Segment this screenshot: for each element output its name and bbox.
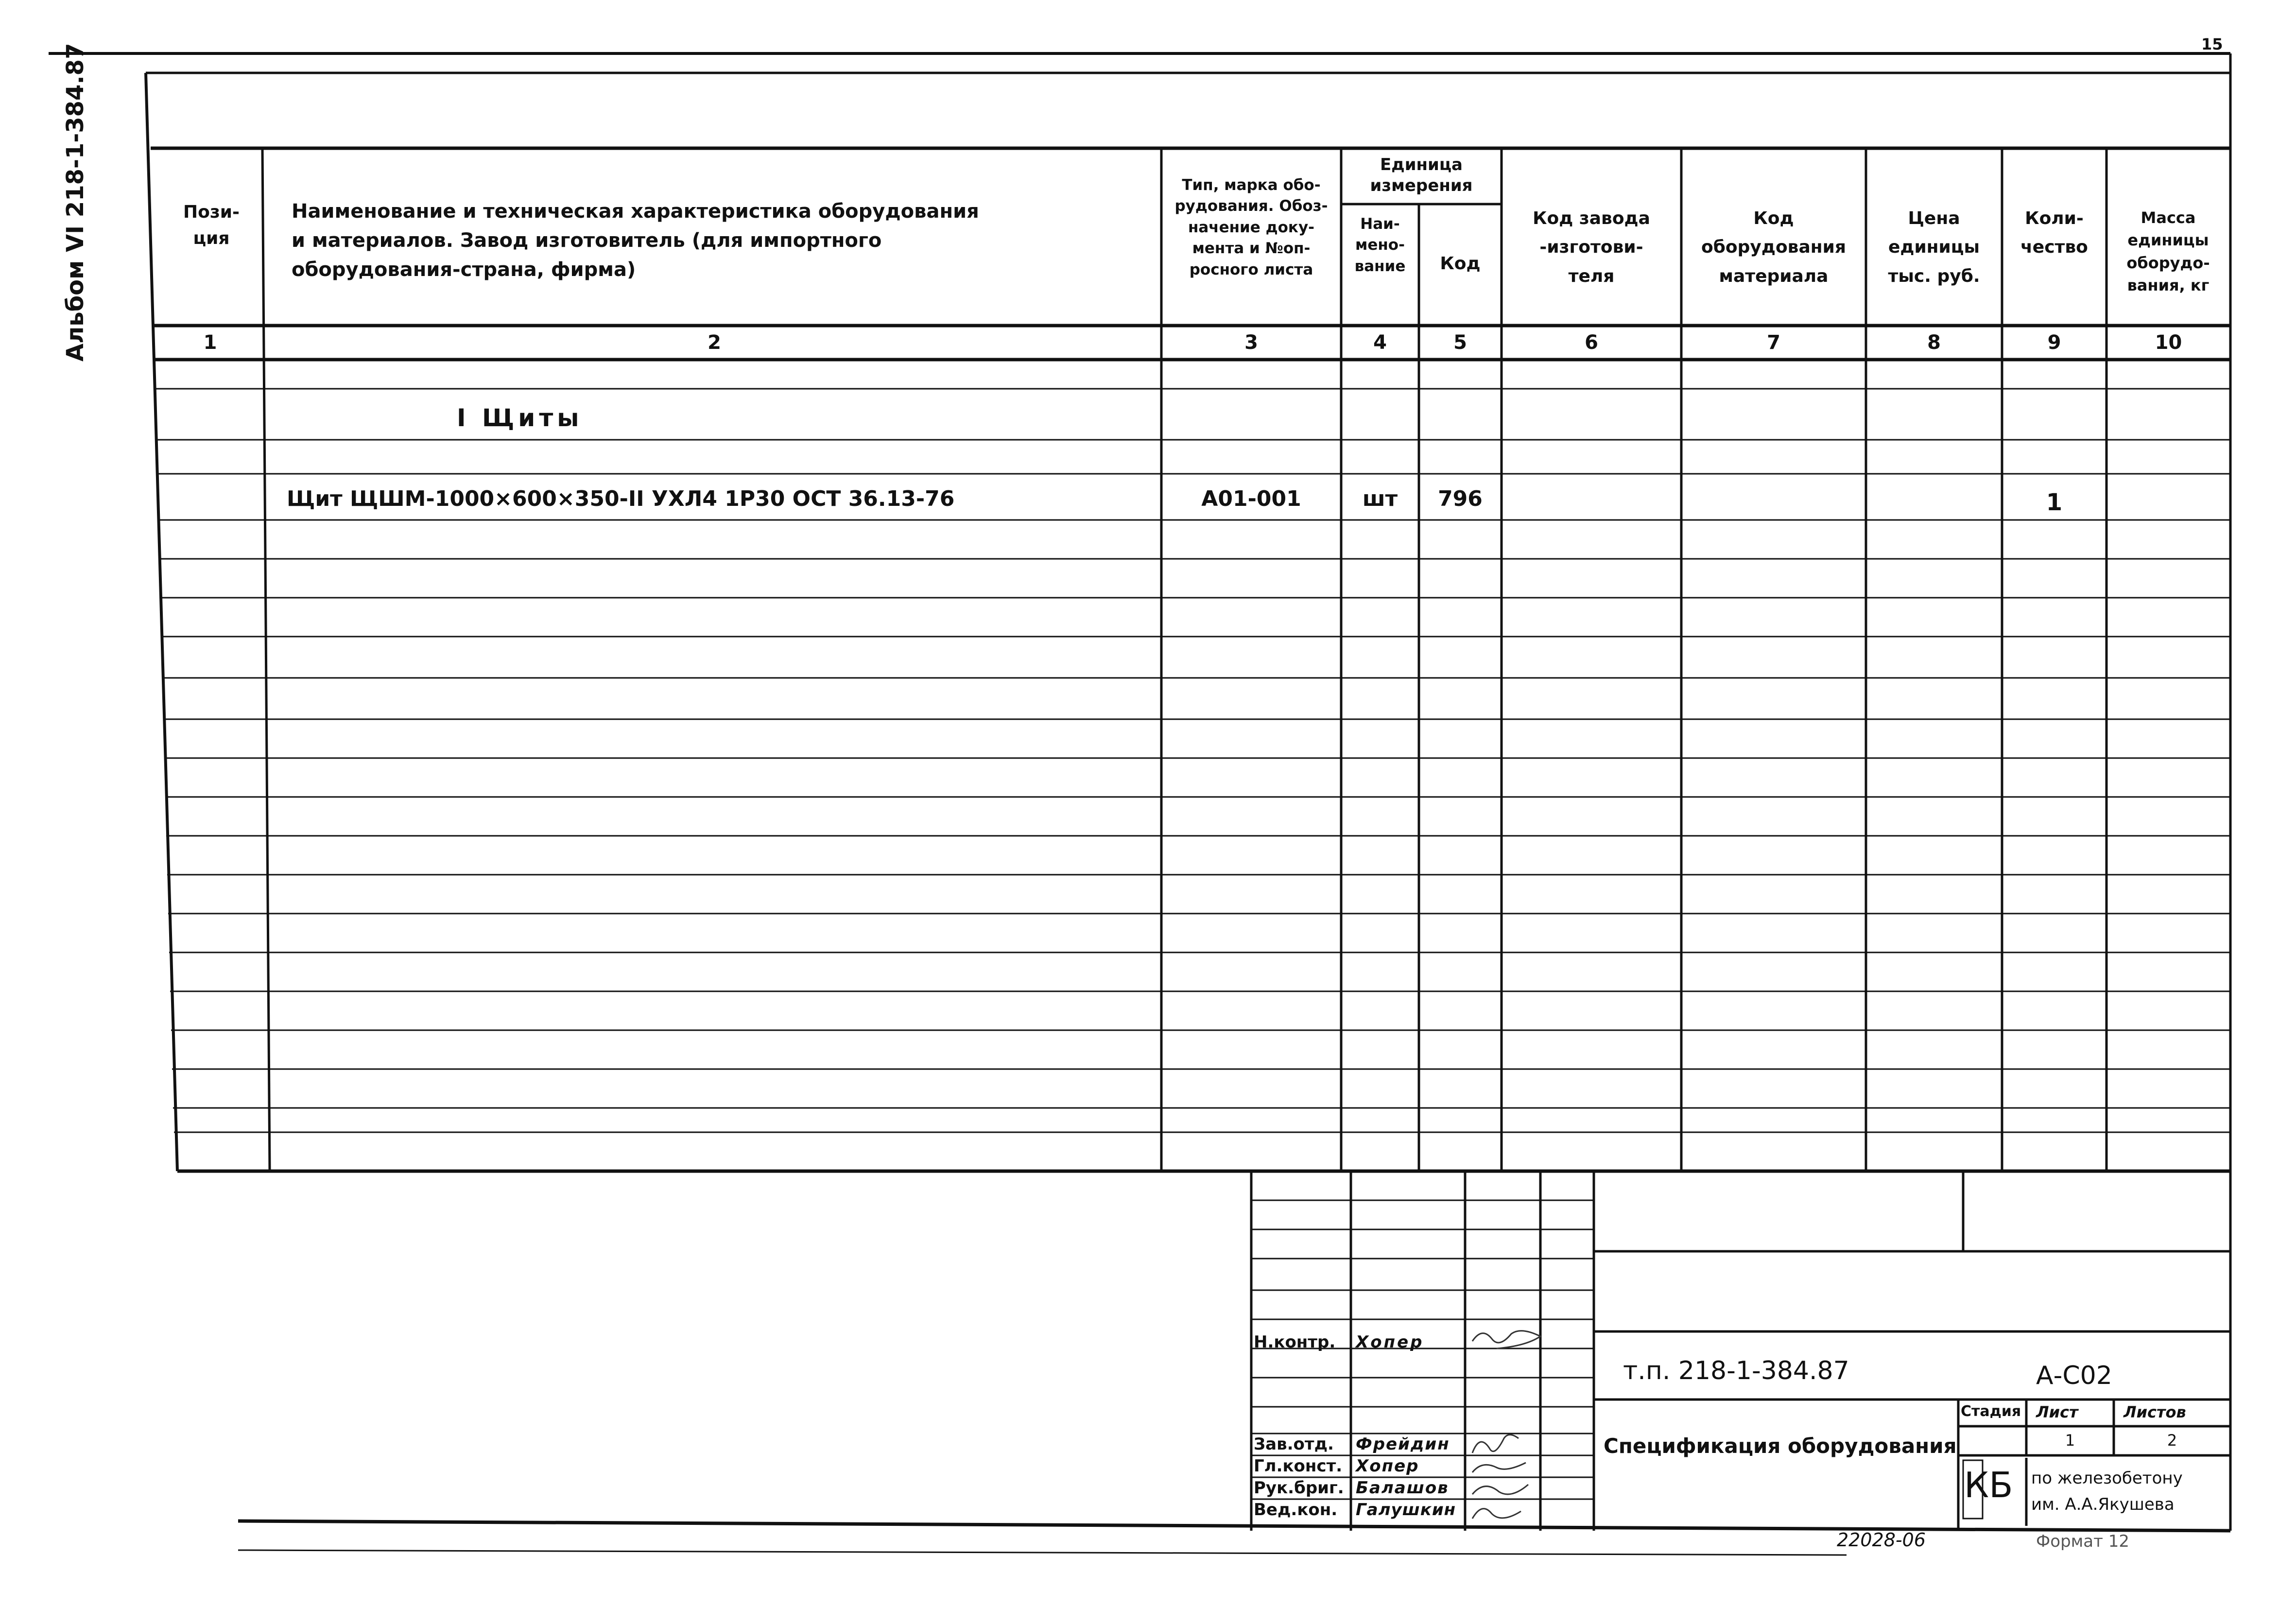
header-name: Наименование и техническая характеристика оборудования и материалов. Завод изготовитель (для импортного оборудования-страна, фирма) [292,200,979,281]
signer-role-ruk-brig: Рук.бриг. [1254,1478,1344,1498]
signer-name-ruk-brig: Балашов [1356,1478,1449,1498]
signer-role-zav-otd: Зав.отд. [1254,1434,1334,1454]
header-equipment-code: Код оборудования материала [1701,208,1846,286]
signatures [1472,1331,1540,1519]
signer-name-n-kontr: Хопер [1356,1332,1424,1352]
column-number-7: 7 [1767,331,1780,354]
project-code: т.п. 218-1-384.87 [1623,1356,1849,1385]
column-number-1: 1 [203,331,217,354]
org-logo: КБ [1964,1465,2013,1505]
column-number-8: 8 [1927,331,1941,354]
row-quantity: 1 [2046,489,2063,516]
header-type-mark: Тип, марка обо- рудования. Обоз- начение доку- мента и №оп- росного листа [1174,176,1328,278]
column-number-5: 5 [1453,331,1467,354]
row-name: Щит ЩШМ-1000×600×350-II УХЛ4 1Р30 ОСТ 36.13-76 [287,486,955,511]
header-quantity: Коли- чество [2020,208,2088,258]
sheets-label: Листов [2123,1403,2186,1421]
signer-role-n-kontr: Н.контр. [1254,1332,1336,1352]
signer-name-ved-kon: Галушкин [1356,1500,1456,1520]
header-factory-code: Код завода -изготови- теля [1533,208,1650,286]
bottom-number: 22028-06 [1837,1529,1926,1551]
section-title: I Щиты [457,404,583,432]
stage-label: Стадия [1961,1403,2021,1420]
format-label: Формат 12 [2036,1532,2130,1551]
drawing-title: Спецификация оборудования [1604,1434,1957,1458]
sheet-corner-number: 15 [2201,35,2223,53]
header-price: Цена единицы тыс. руб. [1888,208,1980,286]
sheet-number: 1 [2065,1431,2075,1450]
header-unit-code: Код [1440,254,1481,274]
header-unit-name: Наи- мено- вание [1354,215,1406,275]
column-number-4: 4 [1373,331,1387,354]
column-number-6: 6 [1585,331,1598,354]
row-unit-name: шт [1362,486,1398,511]
column-number-10: 10 [2155,331,2182,354]
header-mass: Масса единицы оборудо- вания, кг [2126,208,2210,295]
signer-name-zav-otd: Фрейдин [1356,1434,1450,1454]
signer-role-gl-konst: Гл.конст. [1254,1456,1343,1476]
column-number-9: 9 [2047,331,2061,354]
sheet-label: Лист [2036,1403,2078,1421]
row-type-mark: А01-001 [1201,486,1301,511]
org-name: по железобетону им. А.А.Якушева [2031,1469,2183,1515]
sheets-total: 2 [2167,1431,2177,1450]
signer-name-gl-konst: Хопер [1356,1456,1419,1476]
signer-role-ved-kon: Вед.кон. [1254,1500,1338,1520]
header-position: Пози- ция [183,202,240,248]
column-number-3: 3 [1244,331,1258,354]
column-number-2: 2 [708,331,721,354]
header-unit-group: Единица измерения [1370,155,1473,195]
row-unit-code: 796 [1438,486,1483,511]
drawing-code: А-С02 [2036,1361,2112,1390]
album-side-label: Альбом VI 218-1-384.87 [62,43,89,362]
